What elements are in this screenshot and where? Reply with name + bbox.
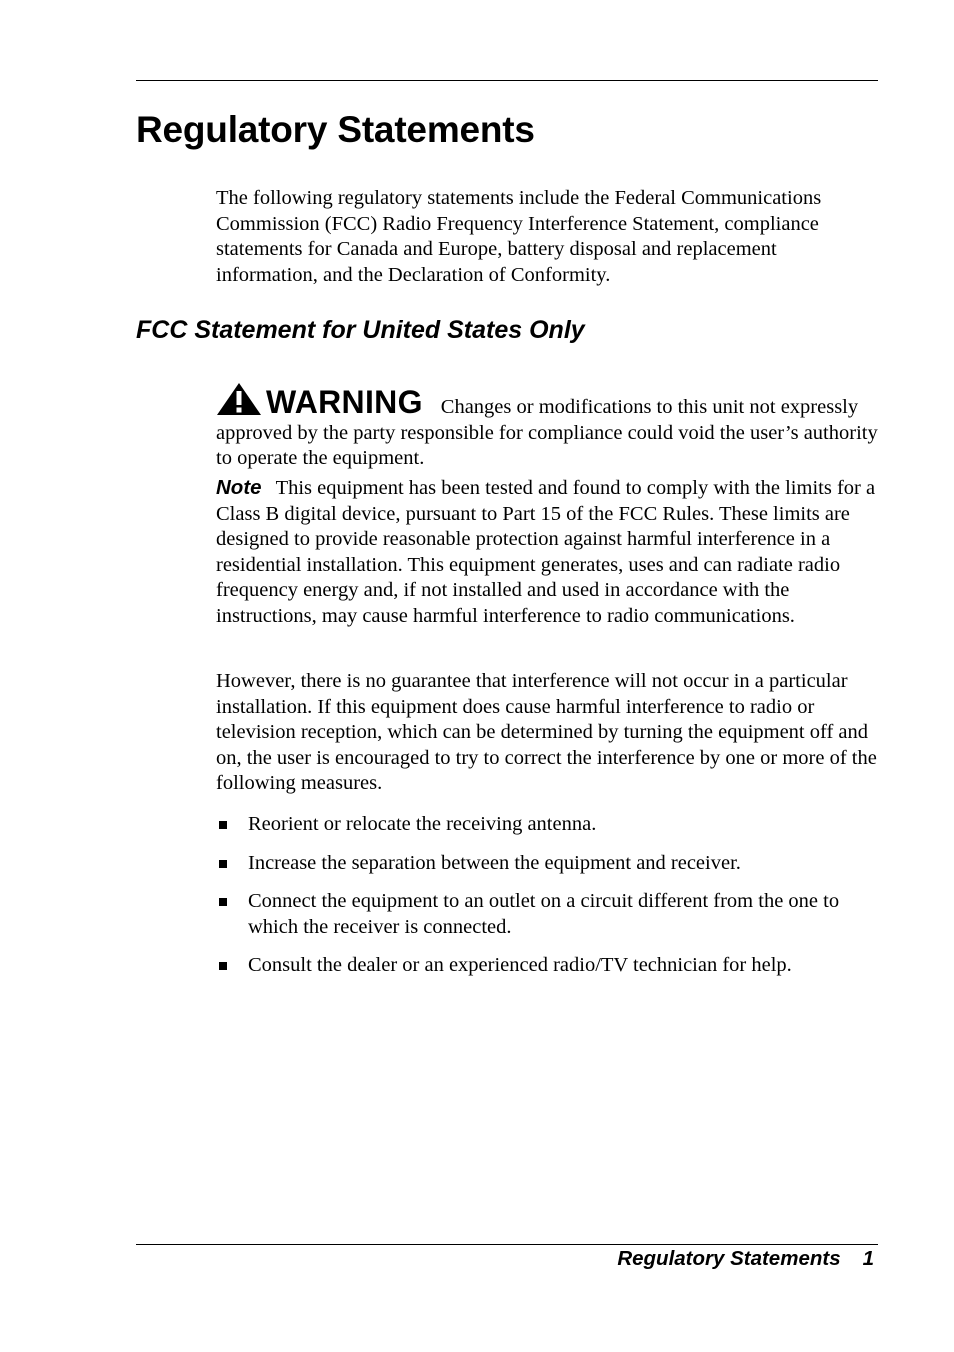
list-item-text: Reorient or relocate the receiving antenna. bbox=[248, 813, 597, 835]
square-bullet-icon bbox=[219, 962, 227, 970]
square-bullet-icon bbox=[219, 821, 227, 829]
measures-list bbox=[216, 812, 878, 992]
page-title: Regulatory Statements bbox=[136, 109, 535, 150]
list-item bbox=[216, 851, 878, 877]
warning-label-group bbox=[216, 382, 423, 421]
list-item bbox=[216, 812, 878, 838]
section-title: FCC Statement for United States Only bbox=[136, 316, 585, 344]
note-paragraph bbox=[216, 475, 878, 629]
square-bullet-icon bbox=[219, 860, 227, 868]
warning-label: WARNING bbox=[266, 384, 423, 420]
list-item-text: Increase the separation between the equipment and receiver. bbox=[248, 851, 741, 874]
note-label: Note bbox=[216, 476, 262, 499]
square-bullet-icon bbox=[219, 898, 227, 906]
note-text: This equipment has been tested and found to comply with the limits for a Class B digital device, pursuant to Part 15 of the FCC Rules. These limits are designed to provide reasonable protection against harmful interference in a residential installation. This equipment generates, uses and can radiate radio frequency energy and, if not installed and used in accordance with the instructions, may cause harmful interference to radio communications. bbox=[216, 477, 876, 627]
however-paragraph: However, there is no guarantee that interference will not occur in a particular installation. If this equipment does cause harmful interference to radio or television reception, which can be determined by turning the equipment off and on, the user is encouraged to try to correct the interference by one or more of the following measures. bbox=[216, 670, 877, 794]
warning-paragraph bbox=[216, 382, 878, 472]
warning-text: Changes or modifications to this unit not expressly approved by the party responsible for compliance could void the user’s authority to operate the equipment. bbox=[216, 396, 878, 469]
list-item bbox=[216, 889, 878, 940]
intro-paragraph: The following regulatory statements include the Federal Communications Commission (FCC) Radio Frequency Interference Statement, compliance statements for Canada and Europe, battery disposal and replacement information, and the Declaration of Conformity. bbox=[216, 187, 822, 286]
header-rule bbox=[136, 80, 878, 81]
list-item-text: Consult the dealer or an experienced radio/TV technician for help. bbox=[248, 954, 792, 976]
page-footer bbox=[617, 1244, 874, 1274]
warning-triangle-icon bbox=[216, 382, 262, 416]
page-number: 1 bbox=[862, 1247, 874, 1270]
list-item-text: Connect the equipment to an outlet on a circuit different from the one to which the receiver is connected. bbox=[248, 890, 840, 938]
list-item bbox=[216, 953, 878, 979]
footer-section-label: Regulatory Statements bbox=[617, 1247, 841, 1270]
